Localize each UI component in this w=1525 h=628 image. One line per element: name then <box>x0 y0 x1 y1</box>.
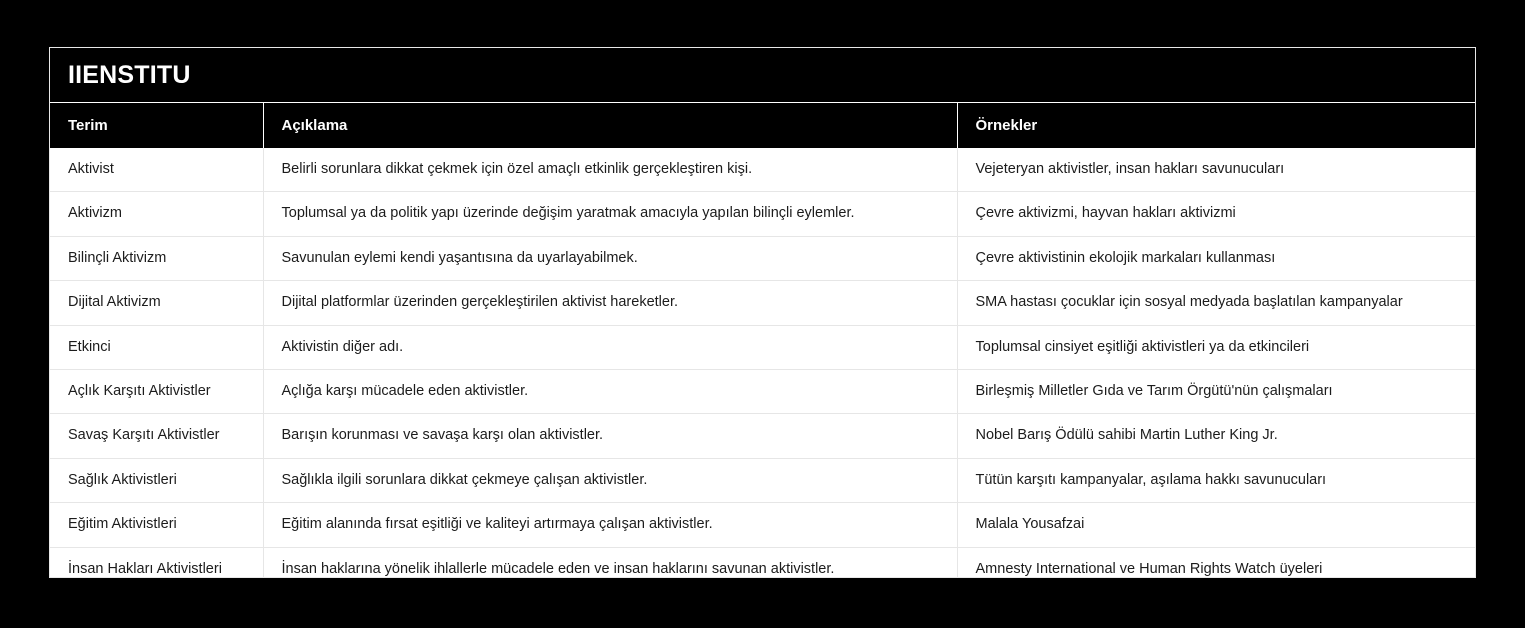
table-row <box>50 281 1476 325</box>
table-row <box>50 414 1476 458</box>
table-row <box>50 503 1476 547</box>
table-row <box>50 192 1476 236</box>
table-row <box>50 369 1476 413</box>
cell-term: Savaş Karşıtı Aktivistler <box>50 414 263 458</box>
glossary-table-card <box>49 47 1476 578</box>
cell-examples: Tütün karşıtı kampanyalar, aşılama hakkı savunucuları <box>957 458 1476 502</box>
cell-term: Etkinci <box>50 325 263 369</box>
cell-description: Açlığa karşı mücadele eden aktivistler. <box>263 369 957 413</box>
cell-examples: Amnesty International ve Human Rights Watch üyeleri <box>957 547 1476 578</box>
cell-term: Dijital Aktivizm <box>50 281 263 325</box>
cell-examples: Çevre aktivistinin ekolojik markaları kullanması <box>957 236 1476 280</box>
table-header <box>50 103 1476 148</box>
cell-description: Belirli sorunlara dikkat çekmek için özel amaçlı etkinlik gerçekleştiren kişi. <box>263 148 957 192</box>
column-header-ornekler: Örnekler <box>957 103 1476 148</box>
cell-term: Aktivizm <box>50 192 263 236</box>
table-row <box>50 458 1476 502</box>
table-row <box>50 236 1476 280</box>
cell-description: Toplumsal ya da politik yapı üzerinde değişim yaratmak amacıyla yapılan bilinçli eylemler. <box>263 192 957 236</box>
cell-examples: Malala Yousafzai <box>957 503 1476 547</box>
cell-description: Savunulan eylemi kendi yaşantısına da uyarlayabilmek. <box>263 236 957 280</box>
column-header-term: Terim <box>50 103 263 148</box>
cell-examples: Vejeteryan aktivistler, insan hakları savunucuları <box>957 148 1476 192</box>
cell-description: Eğitim alanında fırsat eşitliği ve kaliteyi artırmaya çalışan aktivistler. <box>263 503 957 547</box>
cell-term: Aktivist <box>50 148 263 192</box>
table-row <box>50 325 1476 369</box>
column-header-aciklama: Açıklama <box>263 103 957 148</box>
cell-description: Dijital platformlar üzerinden gerçekleştirilen aktivist hareketler. <box>263 281 957 325</box>
brand-title: IIENSTITU <box>68 60 191 89</box>
cell-term: İnsan Hakları Aktivistleri <box>50 547 263 578</box>
cell-examples: Toplumsal cinsiyet eşitliği aktivistleri ya da etkincileri <box>957 325 1476 369</box>
table-row <box>50 547 1476 578</box>
cell-term: Açlık Karşıtı Aktivistler <box>50 369 263 413</box>
glossary-table <box>50 103 1476 578</box>
table-header-row <box>50 103 1476 148</box>
brand-header <box>50 48 1475 103</box>
cell-examples: Çevre aktivizmi, hayvan hakları aktivizmi <box>957 192 1476 236</box>
cell-examples: SMA hastası çocuklar için sosyal medyada başlatılan kampanyalar <box>957 281 1476 325</box>
cell-examples: Birleşmiş Milletler Gıda ve Tarım Örgütü'nün çalışmaları <box>957 369 1476 413</box>
cell-description: Aktivistin diğer adı. <box>263 325 957 369</box>
cell-examples: Nobel Barış Ödülü sahibi Martin Luther King Jr. <box>957 414 1476 458</box>
cell-term: Eğitim Aktivistleri <box>50 503 263 547</box>
cell-description: Barışın korunması ve savaşa karşı olan aktivistler. <box>263 414 957 458</box>
cell-term: Sağlık Aktivistleri <box>50 458 263 502</box>
cell-description: İnsan haklarına yönelik ihlallerle mücadele eden ve insan haklarını savunan aktivistler. <box>263 547 957 578</box>
table-body <box>50 148 1476 578</box>
table-row <box>50 148 1476 192</box>
cell-description: Sağlıkla ilgili sorunlara dikkat çekmeye çalışan aktivistler. <box>263 458 957 502</box>
cell-term: Bilinçli Aktivizm <box>50 236 263 280</box>
